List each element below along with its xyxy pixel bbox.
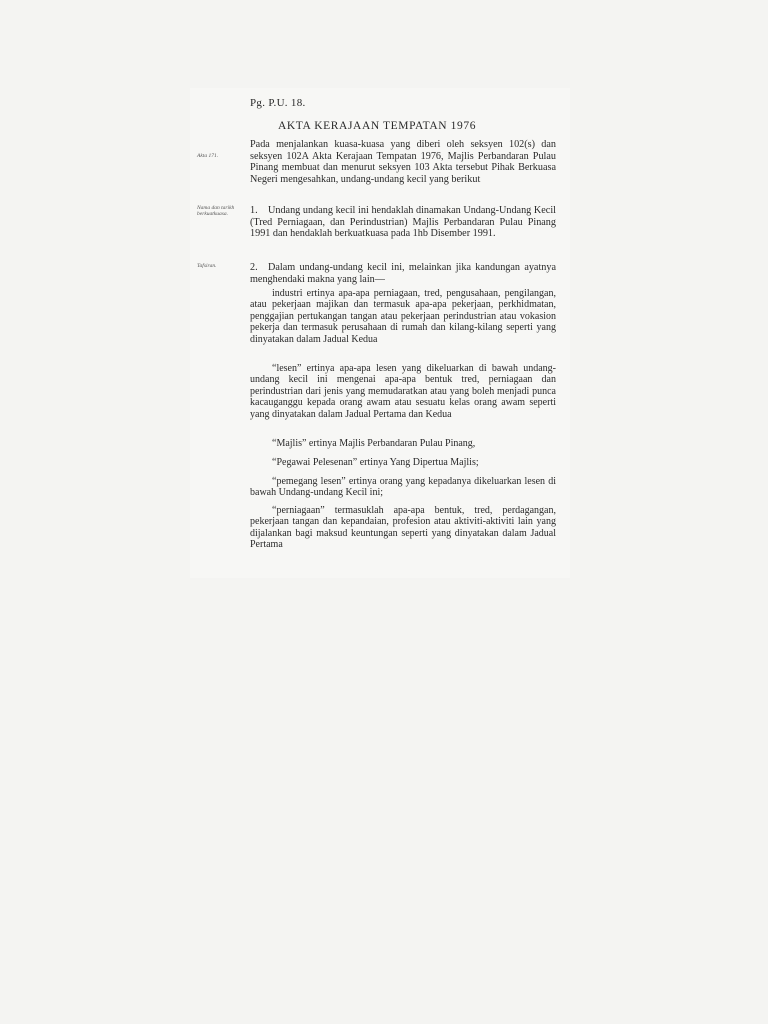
- margin-note-tafsiran: Tafsiran.: [197, 263, 217, 269]
- definition-majlis: “Majlis” ertinya Majlis Perbandaran Pulau Pinang,: [272, 438, 476, 449]
- section-1: [250, 205, 556, 240]
- definition-lesen: “lesen” ertinya apa-apa lesen yang dikeluarkan di bawah undang-undang kecil ini mengenai apa-apa bentuk tred, perniagaan dan perindustrian dari jenis yang memudaratkan atau yang boleh menjadi punca kacauganggu kepada orang awam atau sesuatu kelas orang awam seperti yang dinyatakan dalam Jadual Pertama dan Kedua: [250, 363, 556, 420]
- definition-pemegang-lesen: “pemegang lesen” ertinya orang yang kepadanya dikeluarkan lesen di bawah Undang-undang Kecil ini;: [250, 476, 556, 499]
- section-2: [250, 262, 556, 285]
- definition-industri: industri ertinya apa-apa perniagaan, tred, pengusahaan, pengilangan, atau pekerjaan majikan dan termasuk apa-apa pekerjaan, perkhidmatan, penggajian pertukangan tangan atau pekerjaan perindustrian atau vokasion pekerja dan termasuk perusahaan di rumah dan kilang-kilang seperti yang dinyatakan dalam Jadual Kedua: [250, 288, 556, 345]
- definition-pegawai-pelesenan: “Pegawai Pelesenan” ertinya Yang Dipertua Majlis;: [272, 457, 479, 468]
- section-2-number: 2.: [250, 262, 258, 273]
- margin-note-akta: Akta 171.: [197, 153, 219, 159]
- gazette-reference: Pg. P.U. 18.: [250, 97, 306, 109]
- margin-note-nama: Nama dan tarikh berkuatkuasa.: [197, 205, 235, 217]
- section-2-text: Dalam undang-undang kecil ini, melainkan jika kandungan ayatnya menghendaki makna yang lain—: [250, 262, 556, 285]
- section-1-number: 1.: [250, 205, 258, 216]
- preamble-paragraph: Pada menjalankan kuasa-kuasa yang diberi oleh seksyen 102(s) dan seksyen 102A Akta Kerajaan Tempatan 1976, Majlis Perbandaran Pulau Pinang membuat dan menurut seksyen 103 Akta tersebut Pihak Berkuasa Negeri mengesahkan, undang-undang kecil yang berikut: [250, 139, 556, 185]
- section-1-text: Undang undang kecil ini hendaklah dinamakan Undang-Undang Kecil (Tred Perniagaan, dan Perindustrian) Majlis Perbandaran Pulau Pinang 1991 dan hendaklah berkuatkuasa pada 1hb Disember 1991.: [250, 205, 556, 240]
- document-title: AKTA KERAJAAN TEMPATAN 1976: [278, 120, 477, 132]
- definition-perniagaan: “perniagaan” termasuklah apa-apa bentuk, tred, perdagangan, pekerjaan tangan dan kepandaian, profesion atau aktiviti-aktiviti lain yang dijalankan bagi maksud keuntungan seperti yang dinyatakan dalam Jadual Pertama: [250, 505, 556, 551]
